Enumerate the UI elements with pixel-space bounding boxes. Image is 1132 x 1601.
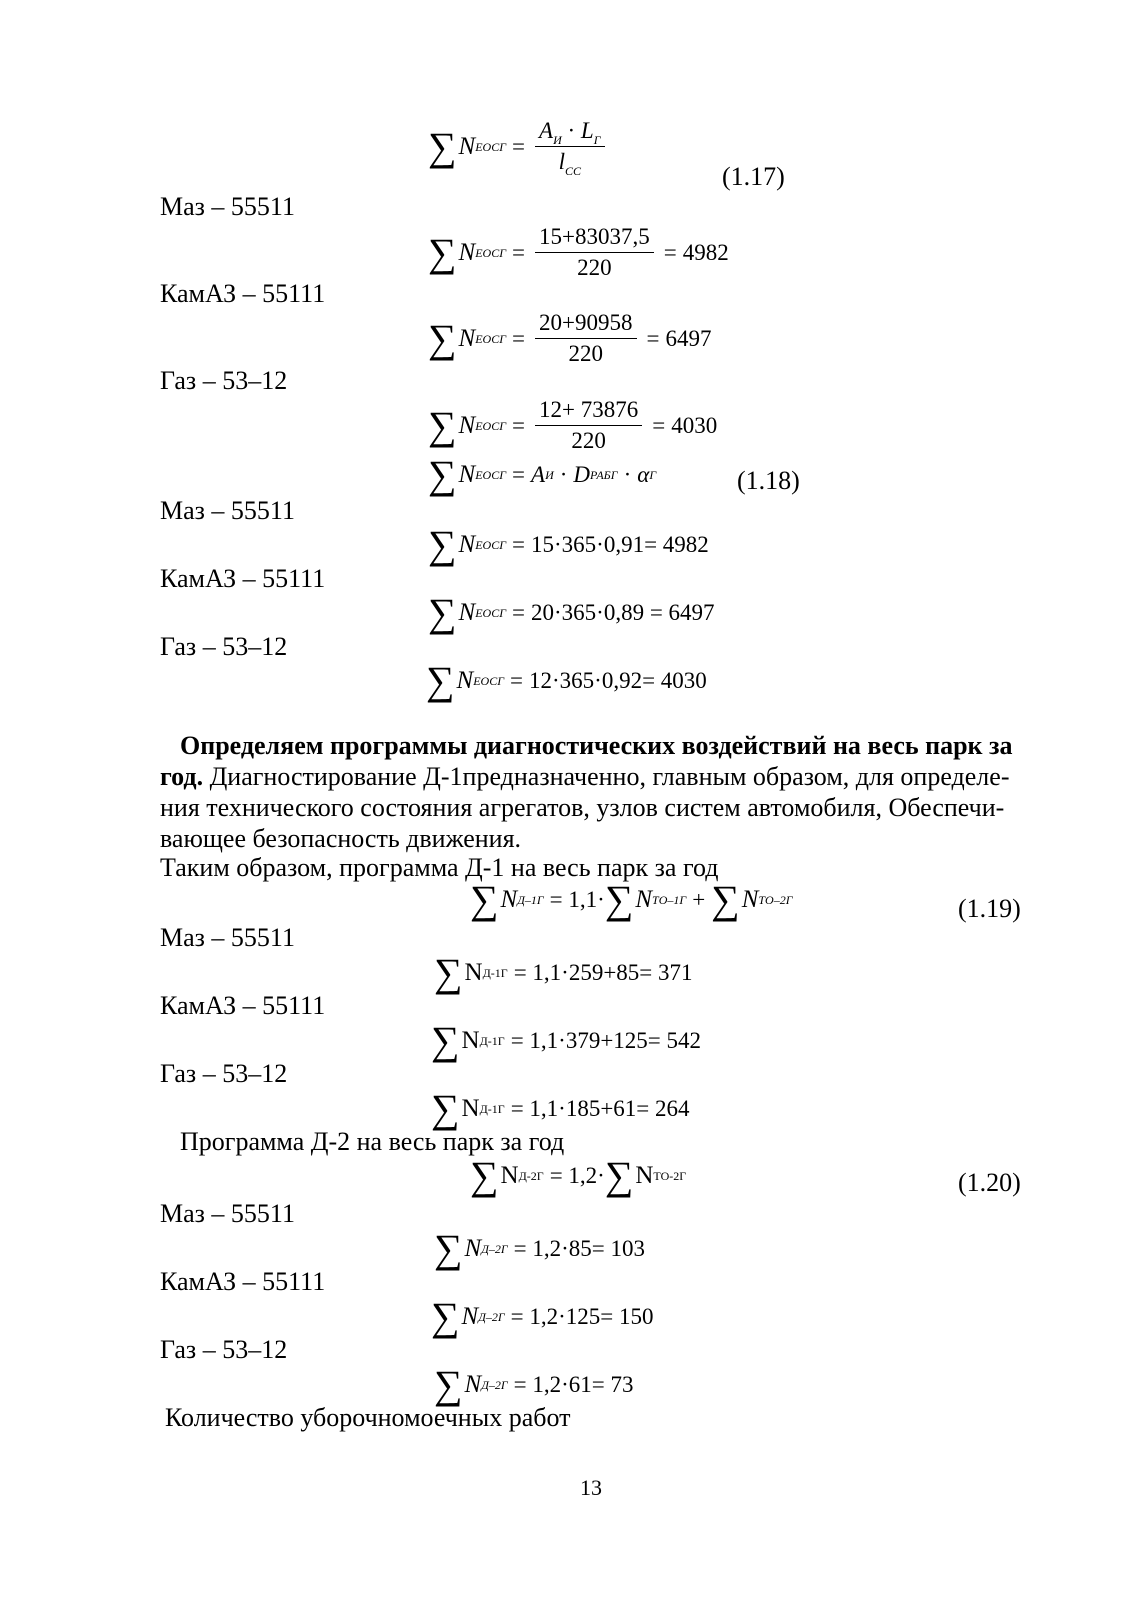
equals-sign: = <box>646 325 660 351</box>
dot-operator: · <box>559 462 568 487</box>
equals-sign: = <box>652 412 666 438</box>
dot-operator: · <box>623 462 632 487</box>
variable-d: D <box>573 462 591 487</box>
expression: = 1,2·61= 73 <box>513 1372 634 1397</box>
formula-1-18-kamaz: ∑ N ЕОСГ = 20·365·0,89 = 6497 <box>428 590 715 635</box>
equals-sign: = <box>512 133 526 159</box>
formula-1-20-maz: ∑ N Д–2Г = 1,2·85= 103 <box>434 1226 646 1271</box>
variable-n: N <box>464 959 483 986</box>
formula-1-17-kamaz: ∑ N ЕОСГ = $\frac{20+90958}{220}$ = 6497 <box>428 310 712 366</box>
sum-symbol: ∑ <box>434 1362 463 1407</box>
variable-n: N <box>635 886 653 913</box>
variable-n: N <box>741 886 759 913</box>
result: 4982 <box>682 239 729 265</box>
coefficient: = 1,2· <box>549 1163 605 1188</box>
paragraph-line4: вающее безопасность движения. <box>160 824 522 853</box>
equals-sign: = <box>663 239 677 265</box>
formula-1-17: ∑ N ЕОСГ = $\frac{A_И \cdot L_Г}{l_{СС}}$ <box>428 118 609 175</box>
vehicle-label-kamaz: КамАЗ – 55111 <box>160 1267 326 1296</box>
sum-symbol: ∑ <box>428 315 457 361</box>
variable-n: N <box>458 324 476 352</box>
vehicle-label-gaz: Газ – 53–12 <box>160 1335 288 1364</box>
fraction <box>535 397 642 454</box>
equation-number-1-20: (1.20) <box>958 1168 1021 1197</box>
sum-symbol: ∑ <box>428 229 457 275</box>
vehicle-label-gaz: Газ – 53–12 <box>160 632 288 661</box>
dot-operator: · <box>567 118 576 143</box>
formula-1-19-maz: ∑ N Д-1Г = 1,1·259+85= 371 <box>434 950 693 995</box>
equals-sign: = <box>512 239 526 265</box>
sum-symbol: ∑ <box>604 1153 634 1198</box>
denominator: 220 <box>568 341 603 366</box>
numerator: 12+ 73876 <box>535 397 642 426</box>
sum-symbol: ∑ <box>428 402 457 448</box>
variable-alpha: α <box>637 462 650 487</box>
numerator: 15+83037,5 <box>535 224 654 253</box>
paragraph-d2-intro: Программа Д-2 на весь парк за год <box>180 1127 565 1156</box>
sum-symbol: ∑ <box>428 522 457 567</box>
variable-a: A <box>531 462 546 487</box>
equation-number-1-19: (1.19) <box>958 894 1021 923</box>
vehicle-label-kamaz: КамАЗ – 55111 <box>160 279 326 308</box>
sum-symbol: ∑ <box>426 658 455 703</box>
variable-n: N <box>500 1162 519 1189</box>
variable-n: N <box>461 1027 480 1054</box>
vehicle-label-kamaz: КамАЗ – 55111 <box>160 991 326 1020</box>
subscript: Г <box>593 133 601 147</box>
vehicle-label-gaz: Газ – 53–12 <box>160 366 288 395</box>
coefficient: = 1,1· <box>549 887 605 912</box>
sum-symbol: ∑ <box>431 1294 460 1339</box>
expression: 12·365·0,92= 4030 <box>529 668 707 693</box>
formula-1-18-maz: ∑ N ЕОСГ = 15·365·0,91= 4982 <box>428 522 709 567</box>
fraction <box>535 118 605 178</box>
expression: = 1,1·185+61= 264 <box>510 1096 690 1121</box>
paragraph-line3: ния технического состояния агрегатов, узлов систем автомобиля, Обеспечи- <box>160 793 1005 822</box>
sum-symbol: ∑ <box>431 1018 460 1063</box>
variable-n: N <box>464 1235 482 1262</box>
variable-l: L <box>580 118 594 143</box>
sum-symbol: ∑ <box>428 123 457 169</box>
variable-n: N <box>500 886 518 913</box>
numerator: 20+90958 <box>535 310 636 339</box>
variable-lcc: l <box>558 149 565 174</box>
section-heading-line1: Определяем программы диагностических воздействий на весь парк за <box>180 731 1013 760</box>
sum-symbol: ∑ <box>428 590 457 635</box>
vehicle-label-kamaz: КамАЗ – 55111 <box>160 564 326 593</box>
formula-1-18-gaz: ∑ N ЕОСГ = 12·365·0,92= 4030 <box>426 658 707 703</box>
subscript: СС <box>564 164 581 178</box>
expression: = 1,1·379+125= 542 <box>510 1028 702 1053</box>
sum-symbol: ∑ <box>428 452 457 497</box>
result: 4030 <box>671 412 718 438</box>
paragraph-line2 <box>160 761 1009 792</box>
sum-symbol: ∑ <box>711 877 740 922</box>
equals-sign: = <box>512 600 526 625</box>
denominator: 220 <box>571 428 606 453</box>
variable-n: N <box>456 667 474 694</box>
equation-number-1-17: (1.17) <box>722 162 785 191</box>
equals-sign: = <box>512 325 526 351</box>
expression: = 1,2·85= 103 <box>513 1236 646 1261</box>
variable-n: N <box>458 599 476 626</box>
variable-n: N <box>458 411 476 439</box>
equals-sign: = <box>512 412 526 438</box>
variable-n: N <box>464 1371 482 1398</box>
vehicle-label-gaz: Газ – 53–12 <box>160 1059 288 1088</box>
fraction <box>535 310 636 367</box>
variable-n: N <box>635 1162 654 1189</box>
sum-symbol: ∑ <box>434 950 463 995</box>
variable-n: N <box>458 461 476 488</box>
vehicle-label-maz: Маз – 55511 <box>160 496 295 525</box>
formula-1-20: ∑ N Д-2Г = 1,2· ∑ N ТО-2Г <box>470 1153 687 1198</box>
page-number: 13 <box>580 1475 602 1500</box>
equals-sign: = <box>510 668 524 693</box>
expression: 15·365·0,91= 4982 <box>531 532 709 557</box>
formula-1-19-gaz: ∑ N Д-1Г = 1,1·185+61= 264 <box>431 1086 690 1131</box>
sum-symbol: ∑ <box>604 877 634 922</box>
paragraph-text: Диагностирование Д-1предназначенно, главным образом, для определе- <box>203 762 1010 791</box>
fraction <box>535 224 654 281</box>
variable-n: N <box>461 1095 480 1122</box>
result: 6497 <box>665 325 712 351</box>
expression: = 1,2·125= 150 <box>510 1304 654 1329</box>
formula-1-20-kamaz: ∑ N Д–2Г = 1,2·125= 150 <box>431 1294 654 1339</box>
vehicle-label-maz: Маз – 55511 <box>160 1199 295 1228</box>
sum-symbol: ∑ <box>470 1153 499 1198</box>
plus-sign: + <box>692 887 706 912</box>
vehicle-label-maz: Маз – 55511 <box>160 923 295 952</box>
vehicle-label-maz: Маз – 55511 <box>160 192 295 221</box>
equation-number-1-18: (1.18) <box>737 466 800 495</box>
formula-1-19-kamaz: ∑ N Д-1Г = 1,1·379+125= 542 <box>431 1018 702 1063</box>
variable-n: N <box>458 531 476 558</box>
formula-1-17-gaz: ∑ N ЕОСГ = $\frac{12+ 73876}{220}$ = 4030 <box>428 397 718 453</box>
formula-1-19: ∑ N Д–1Г = 1,1· ∑ N ТО–1Г + ∑ N ТО–2Г <box>470 877 793 922</box>
sum-symbol: ∑ <box>470 877 499 922</box>
subscript: И <box>553 133 562 147</box>
paragraph-cleaning-works: Количество уборочномоечных работ <box>165 1403 571 1432</box>
formula-1-17-maz: ∑ N ЕОСГ = $\frac{15+83037,5}{220}$ = 4982 <box>428 224 729 280</box>
sum-symbol: ∑ <box>431 1086 460 1131</box>
formula-1-18: ∑ N ЕОСГ = A И · D РАБГ · α Г <box>428 452 657 497</box>
equals-sign: = <box>512 462 526 487</box>
variable-n: N <box>458 238 476 266</box>
sum-symbol: ∑ <box>434 1226 463 1271</box>
formula-1-20-gaz: ∑ N Д–2Г = 1,2·61= 73 <box>434 1362 634 1407</box>
variable-n: N <box>458 132 476 160</box>
variable-a: A <box>539 118 554 143</box>
equals-sign: = <box>512 532 526 557</box>
paragraph-line5: Таким образом, программа Д-1 на весь парк за год <box>160 853 719 882</box>
expression: 20·365·0,89 = 6497 <box>531 600 715 625</box>
expression: = 1,1·259+85= 371 <box>513 960 693 985</box>
variable-n: N <box>461 1303 479 1330</box>
denominator: 220 <box>577 255 612 280</box>
section-heading-line2: год. <box>160 762 204 791</box>
